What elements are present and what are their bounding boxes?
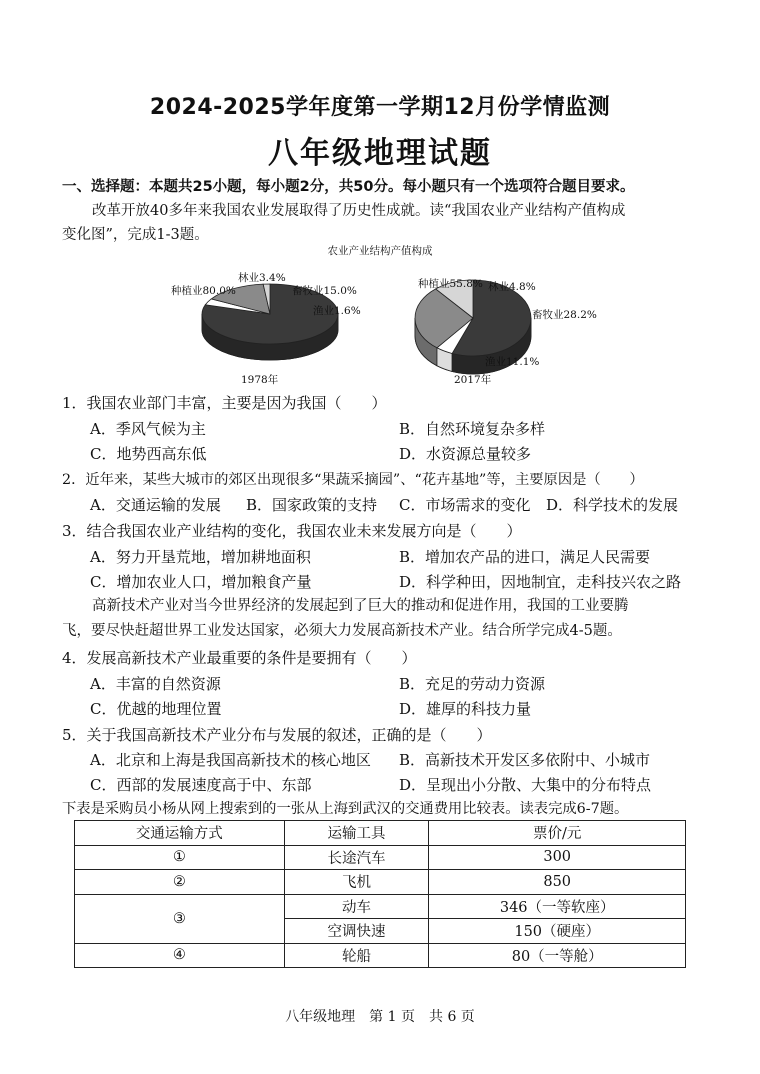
table-cell-price: 346（一等软座） bbox=[429, 894, 686, 919]
pie-label-fish-2017: 渔业11.1% bbox=[485, 356, 540, 368]
table-cell-price: 300 bbox=[429, 845, 686, 870]
pie-label-plant-2017: 种植业55.8% bbox=[418, 278, 483, 290]
pie-label-fish-1978: 渔业1.6% bbox=[313, 305, 361, 317]
table-cell-mode: ② bbox=[75, 870, 285, 895]
question-3-stem: 3．结合我国农业产业结构的变化，我国农业未来发展方向是（ ） bbox=[62, 522, 522, 540]
table-row bbox=[75, 845, 686, 870]
section-heading: 一、选择题：本题共25小题，每小题2分，共50分。每小题只有一个选项符合题目要求。 bbox=[62, 179, 635, 195]
table-row bbox=[75, 894, 686, 919]
figure-caption: 农业产业结构产值构成 bbox=[327, 245, 433, 257]
pie-charts-figure bbox=[160, 256, 620, 390]
pie-label-animal-1978: 畜牧业15.0% bbox=[292, 285, 357, 297]
pie-year-2017: 2017年 bbox=[454, 374, 492, 386]
question-4-option-c: C．优越的地理位置 bbox=[90, 700, 222, 718]
pie-year-1978: 1978年 bbox=[241, 374, 279, 386]
question-2-stem: 2．近年来，某些大城市的郊区出现很多“果蔬采摘园”、“花卉基地”等，主要原因是（ ） bbox=[62, 472, 644, 488]
intro-paragraph-line: 飞，要尽快赶超世界工业发达国家，必须大力发展高新技术产业。结合所学完成4-5题。 bbox=[62, 623, 622, 639]
question-2-option-a: A．交通运输的发展 bbox=[90, 496, 221, 514]
intro-paragraph-line: 改革开放40多年来我国农业发展取得了历史性成就。读“我国农业产业结构产值构成 bbox=[92, 203, 626, 219]
transport-fee-table bbox=[74, 820, 686, 968]
table-cell-tool: 长途汽车 bbox=[284, 845, 429, 870]
table-cell-price: 80（一等舱） bbox=[429, 943, 686, 968]
question-5-option-a: A．北京和上海是我国高新技术的核心地区 bbox=[90, 751, 371, 769]
table-cell-tool: 飞机 bbox=[284, 870, 429, 895]
table-row bbox=[75, 870, 686, 895]
question-3-option-d: D．科学种田，因地制宜，走科技兴农之路 bbox=[399, 573, 682, 591]
question-1-option-b: B．自然环境复杂多样 bbox=[399, 420, 546, 438]
table-cell-price: 150（硬座） bbox=[429, 919, 686, 944]
intro-paragraph-line: 下表是采购员小杨从网上搜索到的一张从上海到武汉的交通费用比较表。读表完成6-7题。 bbox=[62, 801, 629, 817]
table-cell-mode: ③ bbox=[75, 894, 285, 943]
table-cell-tool: 动车 bbox=[284, 894, 429, 919]
question-2-option-c: C．市场需求的变化 bbox=[399, 496, 531, 514]
pie-label-forest-2017: 林业4.8% bbox=[488, 281, 536, 293]
question-5-option-b: B．高新技术开发区多依附中、小城市 bbox=[399, 751, 651, 769]
table-cell-mode: ① bbox=[75, 845, 285, 870]
exam-subject-title: 八年级地理试题 bbox=[268, 136, 492, 171]
question-2-option-d: D．科学技术的发展 bbox=[546, 496, 679, 514]
question-1-stem: 1．我国农业部门丰富，主要是因为我国（ ） bbox=[62, 394, 387, 412]
question-1-option-a: A．季风气候为主 bbox=[90, 420, 206, 438]
table-row bbox=[75, 943, 686, 968]
page-footer: 八年级地理 第 1 页 共 6 页 bbox=[285, 1009, 475, 1025]
table-cell-tool: 空调快速 bbox=[284, 919, 429, 944]
table-header-cell: 交通运输方式 bbox=[75, 821, 285, 846]
question-5-stem: 5．关于我国高新技术产业分布与发展的叙述，正确的是（ ） bbox=[62, 726, 492, 744]
table-cell-tool: 轮船 bbox=[284, 943, 429, 968]
exam-title: 2024-2025学年度第一学期12月份学情监测 bbox=[149, 95, 611, 120]
question-1-option-d: D．水资源总量较多 bbox=[399, 445, 532, 463]
table-header-cell: 票价/元 bbox=[429, 821, 686, 846]
table-cell-mode: ④ bbox=[75, 943, 285, 968]
pie-label-animal-2017: 畜牧业28.2% bbox=[532, 309, 597, 321]
pie-label-plant-1978: 种植业80.0% bbox=[171, 285, 236, 297]
table-cell-price: 850 bbox=[429, 870, 686, 895]
table-header-row bbox=[75, 821, 686, 846]
question-4-option-d: D．雄厚的科技力量 bbox=[399, 700, 532, 718]
intro-paragraph-line: 变化图”，完成1-3题。 bbox=[62, 227, 209, 243]
pie-label-forest-1978: 林业3.4% bbox=[238, 272, 286, 284]
question-2-option-b: B．国家政策的支持 bbox=[246, 496, 378, 514]
question-4-option-b: B．充足的劳动力资源 bbox=[399, 675, 546, 693]
question-1-option-c: C．地势西高东低 bbox=[90, 445, 207, 463]
question-4-option-a: A．丰富的自然资源 bbox=[90, 675, 221, 693]
question-4-stem: 4．发展高新技术产业最重要的条件是要拥有（ ） bbox=[62, 649, 417, 667]
table-header-cell: 运输工具 bbox=[284, 821, 429, 846]
question-5-option-d: D．呈现出小分散、大集中的分布特点 bbox=[399, 776, 652, 794]
question-5-option-c: C．西部的发展速度高于中、东部 bbox=[90, 776, 312, 794]
question-3-option-a: A．努力开垦荒地，增加耕地面积 bbox=[90, 548, 311, 566]
question-3-option-c: C．增加农业人口，增加粮食产量 bbox=[90, 573, 312, 591]
intro-paragraph-line: 高新技术产业对当今世界经济的发展起到了巨大的推动和促进作用，我国的工业要腾 bbox=[92, 598, 629, 614]
question-3-option-b: B．增加农产品的进口，满足人民需要 bbox=[399, 548, 651, 566]
